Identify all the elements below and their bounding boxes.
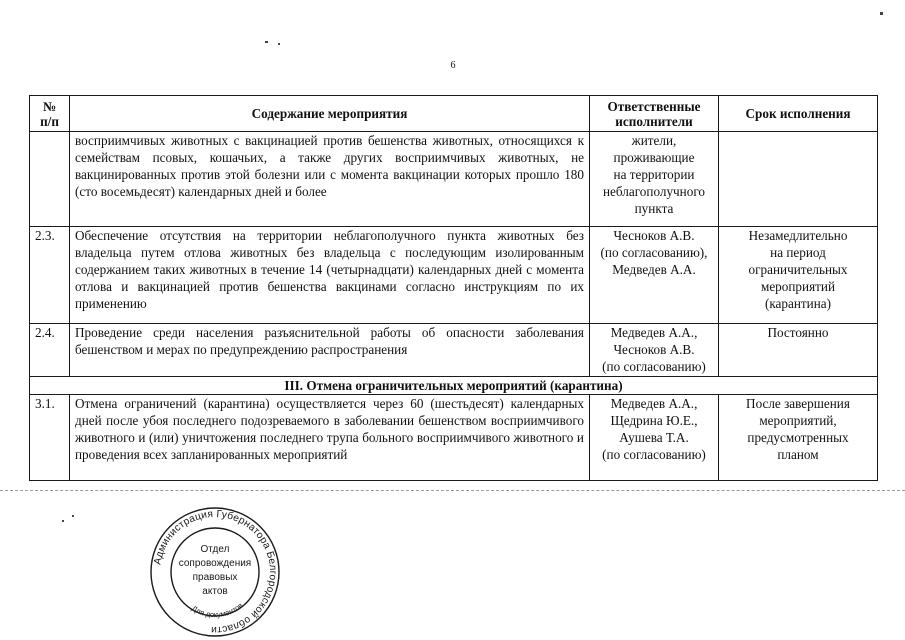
scan-speck <box>62 520 64 522</box>
header-responsible-line: исполнители <box>615 113 693 129</box>
responsible-line: Щедрина Ю.Е., <box>610 413 698 428</box>
responsible-line: Медведев А.А., <box>610 396 698 411</box>
row-content: Отмена ограничений (карантина) осуществляется через 60 (шестьдесят) календарных дней после убоя последнего подозреваемого в заболевании бешенством восприимчивого животного и (или) уничтожения последнего трупа больного восприимчивого животного и проведения всех запланированных мероприятий <box>70 395 590 481</box>
row-deadline <box>719 132 878 227</box>
row-number: 3.1. <box>30 395 70 481</box>
row-deadline <box>719 227 878 324</box>
stamp-center-line: сопровождения <box>178 558 252 569</box>
header-num <box>30 96 70 132</box>
measures-table <box>29 95 878 481</box>
header-responsible-line: Ответственные <box>607 98 701 114</box>
row-responsible <box>590 227 719 324</box>
scan-speck <box>265 41 268 43</box>
stamp-bottom-text <box>190 601 245 619</box>
row-responsible <box>590 132 719 227</box>
responsible-line: Чесноков А.В. <box>613 228 695 243</box>
responsible-line: (по согласованию) <box>602 447 706 462</box>
deadline-line: мероприятий, <box>759 413 837 428</box>
responsible-line: (по согласованию), <box>600 245 708 260</box>
section-title: III. Отмена ограничительных мероприятий (карантина) <box>30 377 878 395</box>
stamp-center-line: правовых <box>192 572 238 583</box>
responsible-line: пункта <box>634 201 674 216</box>
responsible-line: Чесноков А.В. <box>613 342 695 357</box>
responsible-line: Аушева Т.А. <box>619 430 689 445</box>
responsible-line: на территории <box>613 167 695 182</box>
header-content: Содержание мероприятия <box>70 96 590 132</box>
row-responsible <box>590 324 719 377</box>
scan-speck <box>278 43 280 45</box>
stamp-bottom-textpath: Для документов <box>190 600 245 620</box>
table-header-row <box>30 96 878 132</box>
row-deadline <box>719 324 878 377</box>
section-heading-row <box>30 377 878 395</box>
deadline-line: (карантина) <box>764 296 832 311</box>
table-row <box>30 132 878 227</box>
table-row <box>30 324 878 377</box>
deadline-line: Постоянно <box>767 325 829 340</box>
responsible-line: Медведев А.А., <box>610 325 698 340</box>
responsible-line: жители, <box>631 133 677 148</box>
row-content: восприимчивых животных с вакцинацией против бешенства животных, относящихся к семействам псовых, кошачьих, а также других восприимчивых животных, не вакцинированных против этой болезни или с момента вакцинации которых прошло 180 (сто восемьдесят) календарных дней и более <box>70 132 590 227</box>
deadline-line: После завершения <box>746 396 850 411</box>
table-row <box>30 227 878 324</box>
responsible-line: Медведев А.А. <box>612 262 696 277</box>
deadline-line: планом <box>777 447 819 462</box>
row-deadline <box>719 395 878 481</box>
stamp-center-text <box>179 544 251 597</box>
deadline-line: Незамедлительно <box>748 228 848 243</box>
row-number <box>30 132 70 227</box>
row-content: Обеспечение отсутствия на территории неблагополучного пункта животных без владельца путем отлова животных без владельца с последующим изолированным содержанием таких животных в течение 14 (четырнадцати) календарных дней с момента отлова и вакцинацией против бешенства вакцинами согласно инструкциям по их применению <box>70 227 590 324</box>
table-row <box>30 395 878 481</box>
row-content: Проведение среди населения разъяснительной работы об опасности заболевания бешенством и мерах по предупреждению распространения <box>70 324 590 377</box>
row-number: 2.3. <box>30 227 70 324</box>
row-number: 2.4. <box>30 324 70 377</box>
deadline-line: мероприятий <box>760 279 836 294</box>
scan-speck <box>880 12 883 15</box>
stamp-center-line: Отдел <box>200 544 230 555</box>
stamp-ring-textpath: Администрация Губернатора Белгородской области <box>152 508 279 636</box>
scan-speck <box>72 515 74 517</box>
deadline-line: на период <box>770 245 826 260</box>
page-number: 6 <box>450 60 456 71</box>
deadline-line: предусмотренных <box>747 430 849 445</box>
header-num-line: п/п <box>40 113 59 129</box>
header-deadline: Срок исполнения <box>719 96 878 132</box>
row-responsible <box>590 395 719 481</box>
responsible-line: неблагополучного <box>602 184 705 199</box>
responsible-line: (по согласованию) <box>602 359 706 374</box>
header-num-line: № <box>42 98 57 114</box>
official-stamp <box>148 505 282 639</box>
scan-cut-line <box>0 490 905 491</box>
header-responsible <box>590 96 719 132</box>
responsible-line: проживающие <box>613 150 695 165</box>
stamp-center-line: актов <box>202 586 228 597</box>
deadline-line: ограничительных <box>748 262 848 277</box>
